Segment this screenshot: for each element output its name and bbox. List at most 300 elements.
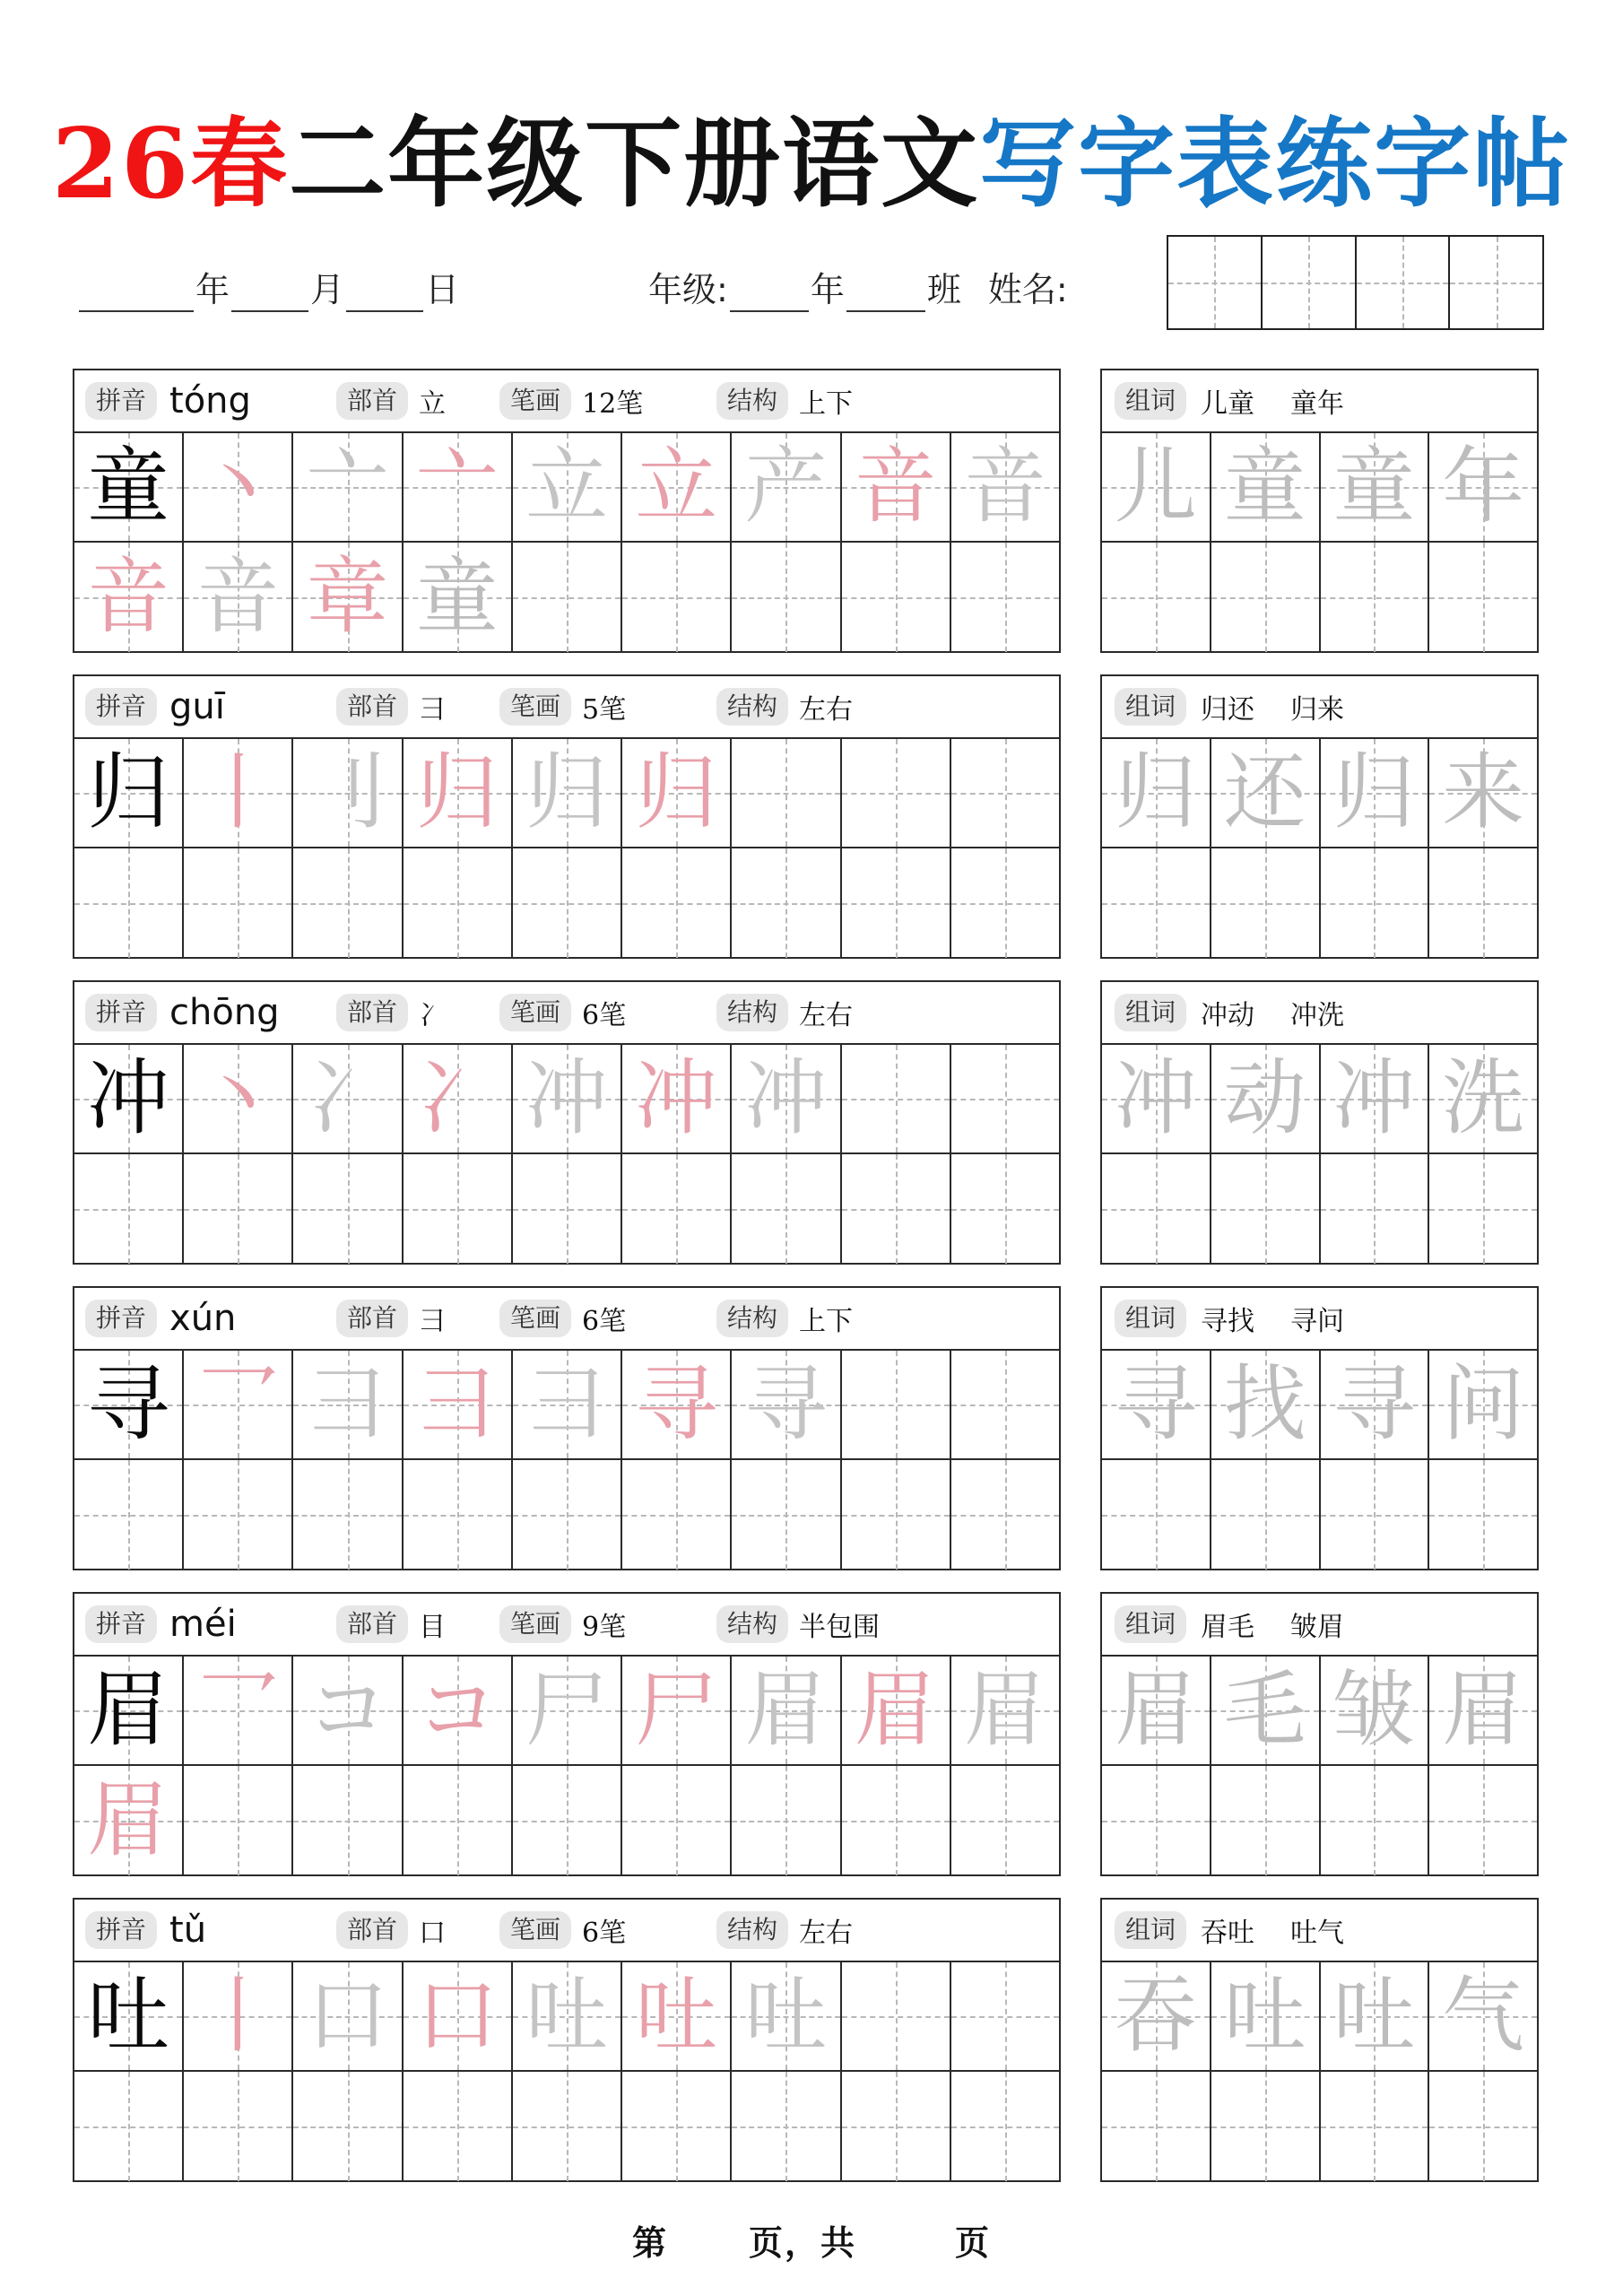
guide-horizontal [842,597,950,599]
trace-character: 气 [1442,1968,1525,2064]
guide-horizontal [1429,1821,1537,1822]
writing-cell[interactable] [293,1766,403,1875]
writing-cell[interactable] [513,1154,622,1264]
guide-horizontal [74,2126,182,2128]
word-writing-cell[interactable] [1102,1657,1211,1764]
structure-value: 左右 [799,1918,853,1949]
guide-horizontal [732,793,839,795]
writing-cell[interactable] [293,1460,403,1570]
practice-row [74,1351,1059,1460]
writing-cell[interactable] [74,1460,184,1570]
writing-cell[interactable] [622,1154,732,1264]
trace-character: 年 [1442,439,1525,535]
writing-cell[interactable] [404,1351,513,1458]
trace-character: 寻 [1332,1356,1416,1452]
date-fields [77,267,459,312]
writing-cell[interactable] [74,1154,184,1264]
guide-horizontal [1429,2126,1537,2128]
character-card [73,1286,1061,1570]
guide-horizontal [732,1515,839,1517]
writing-cell[interactable] [74,433,184,541]
words-label: 组词 [1115,1911,1186,1949]
guide-horizontal [513,1209,621,1211]
guide-horizontal [74,1515,182,1517]
class-label: 班 [926,270,961,309]
guide-horizontal [1102,597,1210,599]
writing-cell[interactable] [951,1766,1059,1875]
word-writing-cell[interactable] [1429,848,1537,958]
writing-cell[interactable] [951,1460,1059,1570]
trace-character: 儿 [1114,439,1197,535]
word-writing-cell[interactable] [1321,1460,1430,1570]
word-writing-cell[interactable] [1102,1045,1211,1152]
writing-cell[interactable] [513,1351,622,1458]
word-writing-cell[interactable] [1211,543,1321,652]
writing-cell[interactable] [184,1766,293,1875]
writing-cell[interactable] [293,848,403,958]
guide-horizontal [842,1405,950,1406]
month-blank[interactable] [231,274,308,312]
writing-cell[interactable] [622,2072,732,2181]
writing-cell[interactable] [74,739,184,847]
writing-cell[interactable] [184,739,293,847]
writing-cell[interactable] [732,2072,841,2181]
word-writing-cell[interactable] [1321,1766,1430,1875]
writing-cell[interactable] [732,1351,841,1458]
writing-cell[interactable] [293,543,403,652]
guide-horizontal [513,1821,621,1822]
writing-cell[interactable] [293,1154,403,1264]
guide-horizontal [1211,597,1319,599]
writing-cell[interactable] [74,1351,184,1458]
stroke-step-character: 尸 [525,1662,608,1758]
character-card [73,369,1061,653]
model-character: 吐 [87,1968,170,2064]
guide-horizontal [842,1099,950,1100]
writing-cell[interactable] [951,2072,1059,2181]
trace-character: 吞 [1114,1968,1197,2064]
structure-label: 结构 [716,1300,788,1337]
writing-cell[interactable] [842,739,951,847]
writing-cell[interactable] [622,1657,732,1764]
guide-horizontal [293,1209,401,1211]
guide-horizontal [184,903,291,905]
stroke-step-character: 吐 [635,1968,718,2064]
practice-row [74,739,1059,848]
structure-label: 结构 [716,382,788,420]
word-writing-cell[interactable] [1211,1766,1321,1875]
class-fields [648,267,1068,312]
word-writing-cell[interactable] [1429,1460,1537,1570]
radical-label: 部首 [336,1911,408,1949]
title-year: 26春 [51,108,290,221]
writing-cell[interactable] [842,2072,951,2181]
radical-value: 彐 [419,694,446,726]
writing-cell[interactable] [404,848,513,958]
writing-cell[interactable] [513,1962,622,2070]
writing-cell[interactable] [513,543,622,652]
writing-cell[interactable] [842,1766,951,1875]
writing-cell[interactable] [622,1766,732,1875]
name-box-cell[interactable] [1263,237,1357,328]
words-label: 组词 [1115,688,1186,726]
word-writing-cell[interactable] [1321,1045,1430,1152]
guide-horizontal [74,1209,182,1211]
writing-cell[interactable] [184,2072,293,2181]
word-writing-cell[interactable] [1102,1154,1211,1264]
guide-horizontal [513,597,621,599]
model-character: 眉 [87,1662,170,1758]
guide-horizontal [1211,1515,1319,1517]
pinyin-label: 拼音 [85,382,157,420]
class-blank[interactable] [846,274,925,312]
word-2: 归来 [1290,694,1345,726]
word-writing-cell[interactable] [1211,433,1321,541]
word-writing-cell[interactable] [1211,1045,1321,1152]
writing-cell[interactable] [732,848,841,958]
title-subject: 写字表练字帖 [979,108,1572,221]
practice-row [74,1766,1059,1875]
word-writing-cell[interactable] [1429,1766,1537,1875]
stroke-step-character: コ [415,1662,499,1758]
writing-cell[interactable] [513,433,622,541]
writing-cell[interactable] [293,1351,403,1458]
word-writing-cell[interactable] [1321,1351,1430,1458]
strokes-value: 12笔 [582,388,644,420]
writing-cell[interactable] [404,2072,513,2181]
writing-cell[interactable] [293,433,403,541]
writing-cell[interactable] [842,1657,951,1764]
writing-cell[interactable] [404,1045,513,1152]
trace-character: 问 [1442,1356,1525,1452]
guide-horizontal [293,1515,401,1517]
writing-cell[interactable] [732,433,841,541]
word-writing-cell[interactable] [1429,1962,1537,2070]
writing-cell[interactable] [184,1045,293,1152]
stroke-step-character: 冲 [744,1050,828,1146]
writing-cell[interactable] [293,2072,403,2181]
writing-cell[interactable] [513,1766,622,1875]
writing-cell[interactable] [184,543,293,652]
guide-horizontal [732,903,839,905]
writing-cell[interactable] [622,848,732,958]
writing-cell[interactable] [513,1460,622,1570]
title-grade: 二年级下册语文 [289,108,980,221]
writing-cell[interactable] [404,1766,513,1875]
writing-cell[interactable] [184,1154,293,1264]
writing-cell[interactable] [184,1351,293,1458]
word-practice-row [1102,1962,1537,2072]
word-writing-cell[interactable] [1429,1657,1537,1764]
writing-cell[interactable] [404,1962,513,2070]
guide-horizontal [1211,1209,1319,1211]
structure-value: 上下 [799,1306,853,1337]
year-blank[interactable] [79,274,194,312]
writing-cell[interactable] [74,1766,184,1875]
word-writing-cell[interactable] [1211,2072,1321,2181]
writing-cell[interactable] [951,1657,1059,1764]
pinyin-label: 拼音 [85,1605,157,1643]
words-label: 组词 [1115,382,1186,420]
writing-cell[interactable] [951,848,1059,958]
practice-row [74,1962,1059,2072]
writing-cell[interactable] [74,1045,184,1152]
name-box-cell[interactable] [1357,237,1451,328]
word-1: 寻找 [1201,1306,1255,1337]
word-writing-cell[interactable] [1211,1460,1321,1570]
word-card [1100,980,1539,1265]
word-writing-cell[interactable] [1211,1657,1321,1764]
writing-cell[interactable] [732,1045,841,1152]
day-blank[interactable] [346,274,423,312]
trace-character: 冲 [1114,1050,1197,1146]
writing-cell[interactable] [404,739,513,847]
writing-cell[interactable] [842,848,951,958]
word-card [1100,369,1539,653]
word-writing-cell[interactable] [1321,1962,1430,2070]
guide-horizontal [1102,903,1210,905]
word-header [1102,982,1537,1045]
writing-cell[interactable] [622,739,732,847]
guide-horizontal [842,1209,950,1211]
word-writing-cell[interactable] [1429,739,1537,847]
writing-cell[interactable] [732,543,841,652]
writing-cell[interactable] [622,543,732,652]
trace-character: 童 [1332,439,1416,535]
word-2: 冲洗 [1290,1000,1345,1031]
word-writing-cell[interactable] [1102,433,1211,541]
writing-cell[interactable] [842,543,951,652]
pinyin-label: 拼音 [85,1300,157,1337]
name-box-cell[interactable] [1168,237,1263,328]
writing-cell[interactable] [293,1045,403,1152]
word-writing-cell[interactable] [1321,433,1430,541]
writing-cell[interactable] [732,1766,841,1875]
guide-horizontal [622,903,730,905]
word-writing-cell[interactable] [1211,1962,1321,2070]
pinyin-value: tóng [169,380,251,422]
guide-horizontal [842,2126,950,2128]
writing-cell[interactable] [951,1351,1059,1458]
stroke-step-character: 丶 [196,1050,280,1146]
word-writing-cell[interactable] [1321,848,1430,958]
writing-cell[interactable] [184,1657,293,1764]
word-writing-cell[interactable] [1102,1962,1211,2070]
word-writing-cell[interactable] [1211,848,1321,958]
word-1: 吞吐 [1201,1918,1255,1949]
guide-horizontal [951,2126,1059,2128]
word-writing-cell[interactable] [1429,2072,1537,2181]
word-writing-cell[interactable] [1102,848,1211,958]
radical-value: 目 [419,1612,446,1643]
writing-cell[interactable] [404,1657,513,1764]
word-practice-row [1102,1351,1537,1460]
word-writing-cell[interactable] [1321,739,1430,847]
writing-cell[interactable] [184,848,293,958]
word-writing-cell[interactable] [1321,1657,1430,1764]
guide-horizontal [513,1515,621,1517]
writing-cell[interactable] [404,1154,513,1264]
writing-cell[interactable] [732,1154,841,1264]
word-2: 童年 [1290,388,1345,420]
writing-cell[interactable] [404,433,513,541]
radical-value: 口 [419,1918,446,1949]
word-writing-cell[interactable] [1102,2072,1211,2181]
guide-horizontal [1211,903,1319,905]
stroke-step-character: 冲 [635,1050,718,1146]
word-writing-cell[interactable] [1102,1351,1211,1458]
writing-cell[interactable] [951,1962,1059,2070]
writing-cell[interactable] [513,1045,622,1152]
word-writing-cell[interactable] [1429,1351,1537,1458]
writing-cell[interactable] [622,433,732,541]
stroke-step-character: 丨 [196,744,280,840]
word-writing-cell[interactable] [1429,543,1537,652]
word-card [1100,674,1539,959]
writing-cell[interactable] [842,1351,951,1458]
page-suffix: 页 [955,2223,992,2263]
writing-cell[interactable] [842,1962,951,2070]
writing-cell[interactable] [404,1460,513,1570]
writing-cell[interactable] [404,543,513,652]
word-practice-row [1102,1657,1537,1766]
stroke-step-character: 尸 [635,1662,718,1758]
name-input-boxes[interactable] [1167,235,1544,330]
writing-cell[interactable] [842,433,951,541]
writing-cell[interactable] [951,433,1059,541]
guide-horizontal [622,1515,730,1517]
strokes-label: 笔画 [499,1605,571,1643]
grade-blank[interactable] [730,274,809,312]
writing-cell[interactable] [732,739,841,847]
writing-cell[interactable] [513,739,622,847]
page-prefix: 第 [631,2223,668,2263]
writing-cell[interactable] [732,1962,841,2070]
writing-cell[interactable] [842,1460,951,1570]
writing-cell[interactable] [842,1154,951,1264]
writing-cell[interactable] [74,848,184,958]
word-writing-cell[interactable] [1321,543,1430,652]
writing-cell[interactable] [513,1657,622,1764]
word-card [1100,1592,1539,1876]
guide-horizontal [951,597,1059,599]
guide-horizontal [293,903,401,905]
month-label: 月 [310,270,345,309]
stroke-step-character: コ [306,1662,389,1758]
stroke-step-character: 立 [635,439,718,535]
trace-character: 毛 [1223,1662,1306,1758]
writing-cell[interactable] [951,739,1059,847]
guide-horizontal [622,1821,730,1822]
writing-cell[interactable] [184,433,293,541]
page-footer [0,2215,1623,2265]
radical-value: 立 [419,388,446,420]
guide-horizontal [1102,1821,1210,1822]
writing-cell[interactable] [293,1657,403,1764]
practice-row [74,433,1059,543]
pinyin-value: tǔ [169,1909,207,1951]
word-writing-cell[interactable] [1429,1154,1537,1264]
writing-cell[interactable] [513,848,622,958]
word-writing-cell[interactable] [1211,739,1321,847]
stroke-step-character: 吐 [525,1968,608,2064]
trace-character: 寻 [1114,1356,1197,1452]
writing-cell[interactable] [513,2072,622,2181]
word-writing-cell[interactable] [1102,1460,1211,1570]
word-writing-cell[interactable] [1429,1045,1537,1152]
pinyin-label: 拼音 [85,688,157,726]
word-writing-cell[interactable] [1102,1766,1211,1875]
word-writing-cell[interactable] [1321,2072,1430,2181]
writing-cell[interactable] [74,1962,184,2070]
word-2: 寻问 [1290,1306,1345,1337]
writing-cell[interactable] [184,1962,293,2070]
stroke-step-character: 冲 [525,1050,608,1146]
stroke-step-character: 彐 [306,1356,389,1452]
writing-cell[interactable] [622,1460,732,1570]
writing-cell[interactable] [74,2072,184,2181]
word-header [1102,1594,1537,1657]
page-mid: 页，共 [748,2223,856,2263]
writing-cell[interactable] [184,1460,293,1570]
guide-horizontal [732,597,839,599]
word-header [1102,370,1537,433]
stroke-step-character: 彐 [415,1356,499,1452]
pinyin-value: chōng [169,992,280,1033]
writing-cell[interactable] [732,1657,841,1764]
character-info-header [74,370,1059,433]
stroke-step-character: 寻 [744,1356,828,1452]
stroke-step-character: 眉 [963,1662,1046,1758]
strokes-label: 笔画 [499,1300,571,1337]
word-practice-row [1102,1460,1537,1570]
writing-cell[interactable] [951,1045,1059,1152]
stroke-step-character: 寻 [635,1356,718,1452]
stroke-step-character: 口 [306,1968,389,2064]
word-writing-cell[interactable] [1211,1351,1321,1458]
writing-cell[interactable] [74,1657,184,1764]
stroke-step-character: 眉 [87,1772,170,1868]
stroke-step-character: 吐 [744,1968,828,2064]
writing-cell[interactable] [842,1045,951,1152]
stroke-step-character: 立 [525,439,608,535]
writing-cell[interactable] [293,739,403,847]
stroke-step-character: 亠 [415,439,499,535]
word-practice-row [1102,2072,1537,2181]
model-character: 童 [87,439,170,535]
word-writing-cell[interactable] [1321,1154,1430,1264]
guide-horizontal [513,2126,621,2128]
word-writing-cell[interactable] [1211,1154,1321,1264]
writing-cell[interactable] [951,543,1059,652]
model-character: 归 [87,744,170,840]
writing-cell[interactable] [951,1154,1059,1264]
word-writing-cell[interactable] [1102,739,1211,847]
writing-cell[interactable] [622,1045,732,1152]
writing-cell[interactable] [622,1962,732,2070]
pinyin-value: guī [169,686,225,727]
word-writing-cell[interactable] [1102,543,1211,652]
name-box-cell[interactable] [1450,237,1542,328]
writing-cell[interactable] [293,1962,403,2070]
stroke-step-character: 乛 [196,1662,280,1758]
writing-cell[interactable] [622,1351,732,1458]
writing-cell[interactable] [74,543,184,652]
stroke-step-character: 音 [196,549,280,645]
word-writing-cell[interactable] [1429,433,1537,541]
writing-cell[interactable] [732,1460,841,1570]
radical-label: 部首 [336,1605,408,1643]
